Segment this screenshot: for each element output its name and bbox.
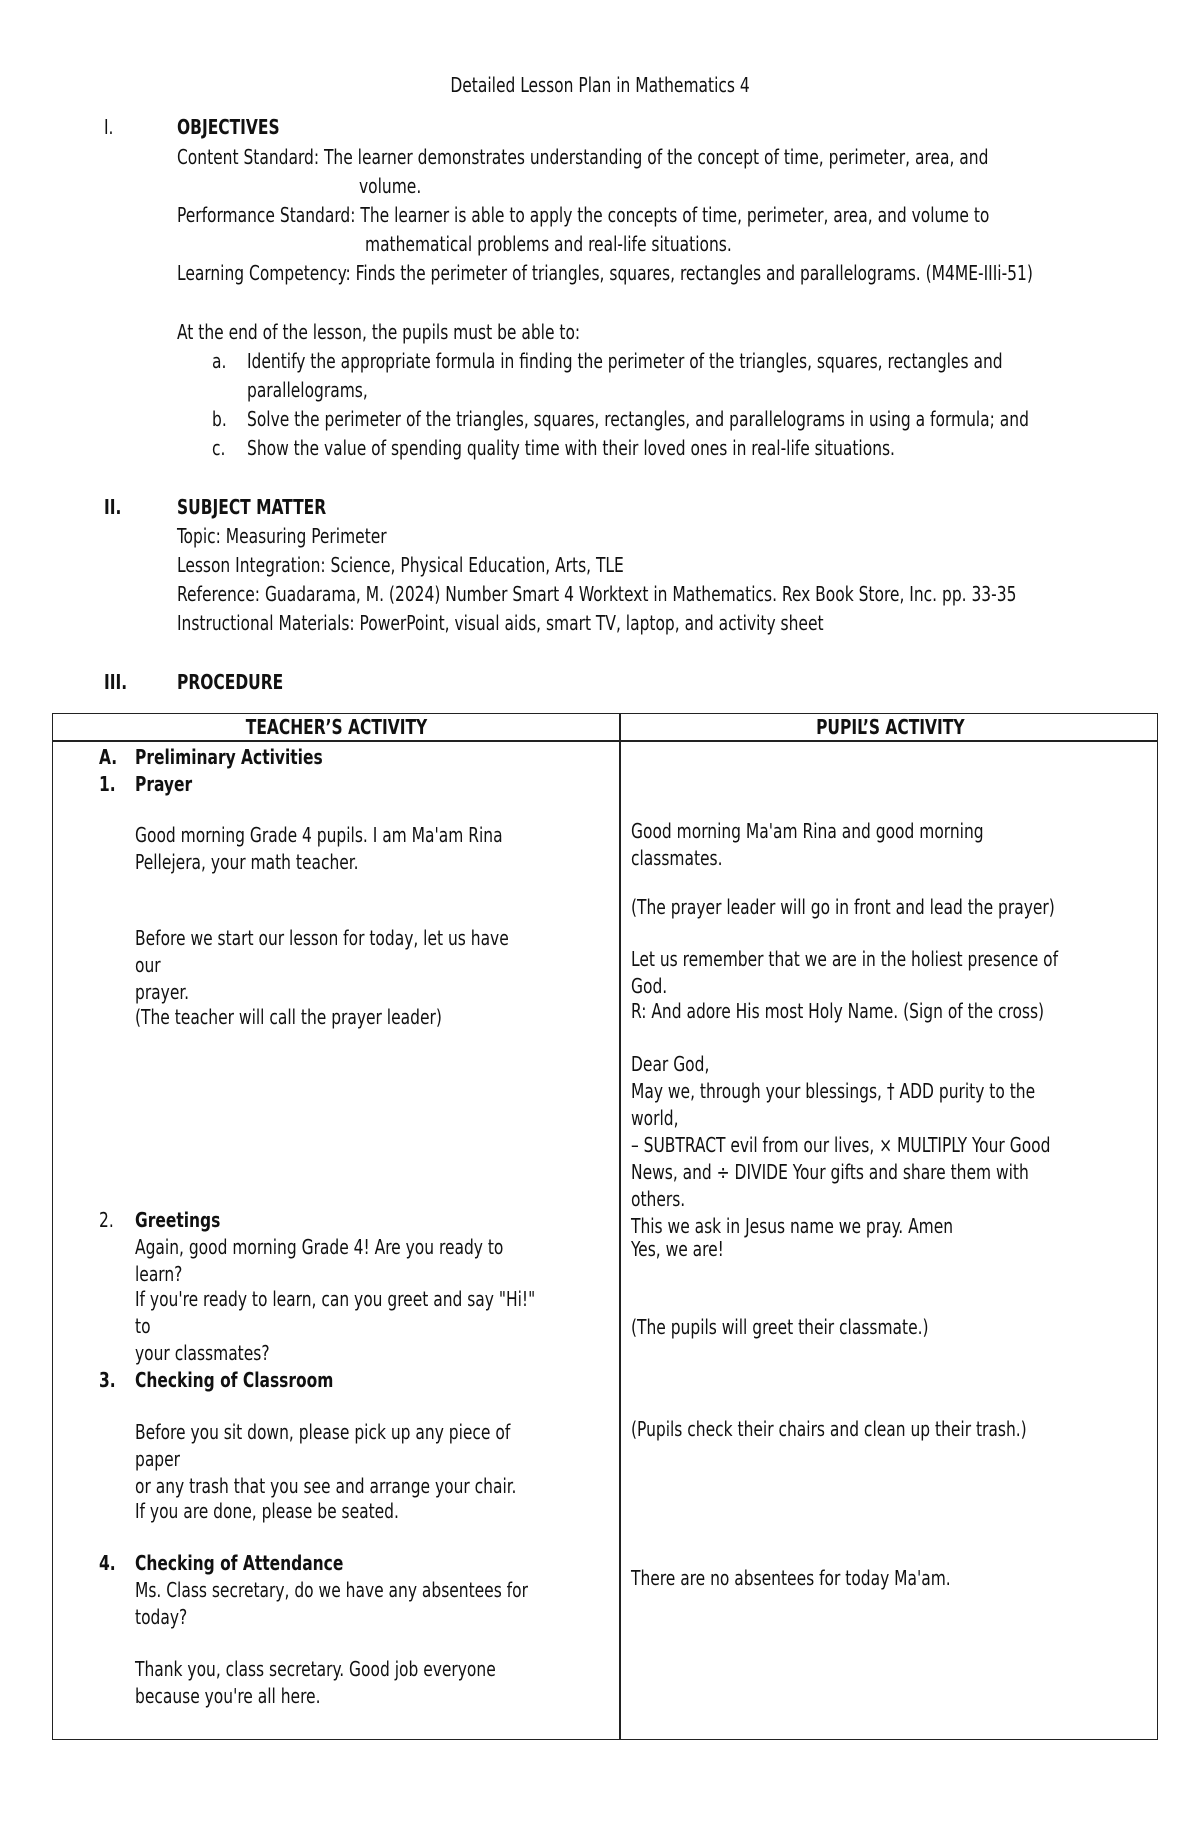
teacher-classroom-pick: Before you sit down, please pick up any piece of paper or any trash that you see and arrange your chair. <box>135 1420 517 1498</box>
objective-item: Show the value of spending quality time with their loved ones in real-life situations. <box>247 436 895 460</box>
step-number: 1. <box>99 772 116 796</box>
performance-standard-cont: mathematical problems and real-life situations. <box>365 232 732 256</box>
pupil-ready: Yes, we are! <box>631 1237 724 1261</box>
teacher-greeting: Good morning Grade 4 pupils. I am Ma'am Rina Pellejera, your math teacher. <box>135 823 503 874</box>
pupil-prayer-leader: (The prayer leader will go in front and lead the prayer) <box>631 895 1055 919</box>
content-standard: Content Standard: The learner demonstrates understanding of the concept of time, perimeter, area, and <box>177 145 989 169</box>
pupil-remember: Let us remember that we are in the holiest presence of God. <box>631 947 1059 998</box>
teacher-attendance-ask: Ms. Class secretary, do we have any absentees for today? <box>135 1578 528 1629</box>
document-title: Detailed Lesson Plan in Mathematics 4 <box>450 73 750 97</box>
step-title: Checking of Attendance <box>135 1551 344 1575</box>
step-number: 3. <box>99 1368 116 1392</box>
objective-item: Identify the appropriate formula in finding the perimeter of the triangles, squares, rectangles and <box>247 349 1003 373</box>
objectives-intro: At the end of the lesson, the pupils must be able to: <box>177 320 581 344</box>
reference: Reference: Guadarama, M. (2024) Number Smart 4 Worktext in Mathematics. Rex Book Store, Inc. pp. 33-35 <box>177 582 1017 606</box>
performance-standard: Performance Standard: The learner is able to apply the concepts of time, perimeter, area, and volume to <box>177 203 990 227</box>
step-title: Checking of Classroom <box>135 1368 334 1392</box>
lesson-integration: Lesson Integration: Science, Physical Education, Arts, TLE <box>177 553 624 577</box>
objectives-numeral: I. <box>104 115 114 139</box>
pupil-greet-classmate: (The pupils will greet their classmate.) <box>631 1315 929 1339</box>
section-letter: A. <box>99 745 118 769</box>
learning-competency: Learning Competency: Finds the perimeter of triangles, squares, rectangles and parallelograms. (M4ME-IIIi-51) <box>177 261 1033 285</box>
teacher-classroom-seat: If you are done, please be seated. <box>135 1499 399 1523</box>
objective-item: Solve the perimeter of the triangles, squares, rectangles, and parallelograms in using a formula; and <box>247 407 1029 431</box>
step-title: Greetings <box>135 1208 221 1232</box>
step-number: 2. <box>99 1208 114 1232</box>
procedure-table <box>52 713 1158 1740</box>
subject-matter-heading: SUBJECT MATTER <box>177 495 327 519</box>
teacher-greetings-ask: Again, good morning Grade 4! Are you ready to learn? <box>135 1235 504 1286</box>
step-number: 4. <box>99 1551 116 1575</box>
topic: Topic: Measuring Perimeter <box>177 524 387 548</box>
objective-item-cont: parallelograms, <box>247 378 368 402</box>
objective-letter: c. <box>212 436 226 460</box>
objective-letter: a. <box>212 349 227 373</box>
step-title: Prayer <box>135 772 193 796</box>
subject-matter-numeral: II. <box>104 495 122 519</box>
section-title: Preliminary Activities <box>135 745 323 769</box>
objective-letter: b. <box>212 407 227 431</box>
procedure-heading: PROCEDURE <box>177 670 284 694</box>
teacher-attendance-thanks: Thank you, class secretary. Good job everyone because you're all here. <box>135 1657 496 1708</box>
pupil-activity-header: PUPIL’S ACTIVITY <box>815 715 965 739</box>
pupil-response: R: And adore His most Holy Name. (Sign of the cross) <box>631 999 1045 1023</box>
pupil-greeting-reply: Good morning Ma'am Rina and good morning classmates. <box>631 819 984 870</box>
pupil-absentees: There are no absentees for today Ma'am. <box>631 1566 951 1590</box>
procedure-numeral: III. <box>104 670 128 694</box>
column-divider <box>619 714 621 1739</box>
teacher-greetings-hi: If you're ready to learn, can you greet and say "Hi!" to your classmates? <box>135 1287 536 1365</box>
pupil-prayer: Dear God, May we, through your blessings, † ADD purity to the world, – SUBTRACT evil from our lives, × MULTIPLY Your Good News, and ÷ DIVIDE Your gifts and share them with others. This we ask in Jesus name we pray. Amen <box>631 1052 1051 1238</box>
teacher-prayer-call: (The teacher will call the prayer leader) <box>135 1005 442 1029</box>
teacher-activity-header: TEACHER’S ACTIVITY <box>245 715 427 739</box>
content-standard-cont: volume. <box>359 174 422 198</box>
instructional-materials: Instructional Materials: PowerPoint, visual aids, smart TV, laptop, and activity sheet <box>177 611 824 635</box>
pupil-trash: (Pupils check their chairs and clean up their trash.) <box>631 1417 1027 1441</box>
header-divider <box>53 740 1157 742</box>
teacher-prayer-start: Before we start our lesson for today, let us have our prayer. <box>135 926 509 1004</box>
objectives-heading: OBJECTIVES <box>177 115 280 139</box>
